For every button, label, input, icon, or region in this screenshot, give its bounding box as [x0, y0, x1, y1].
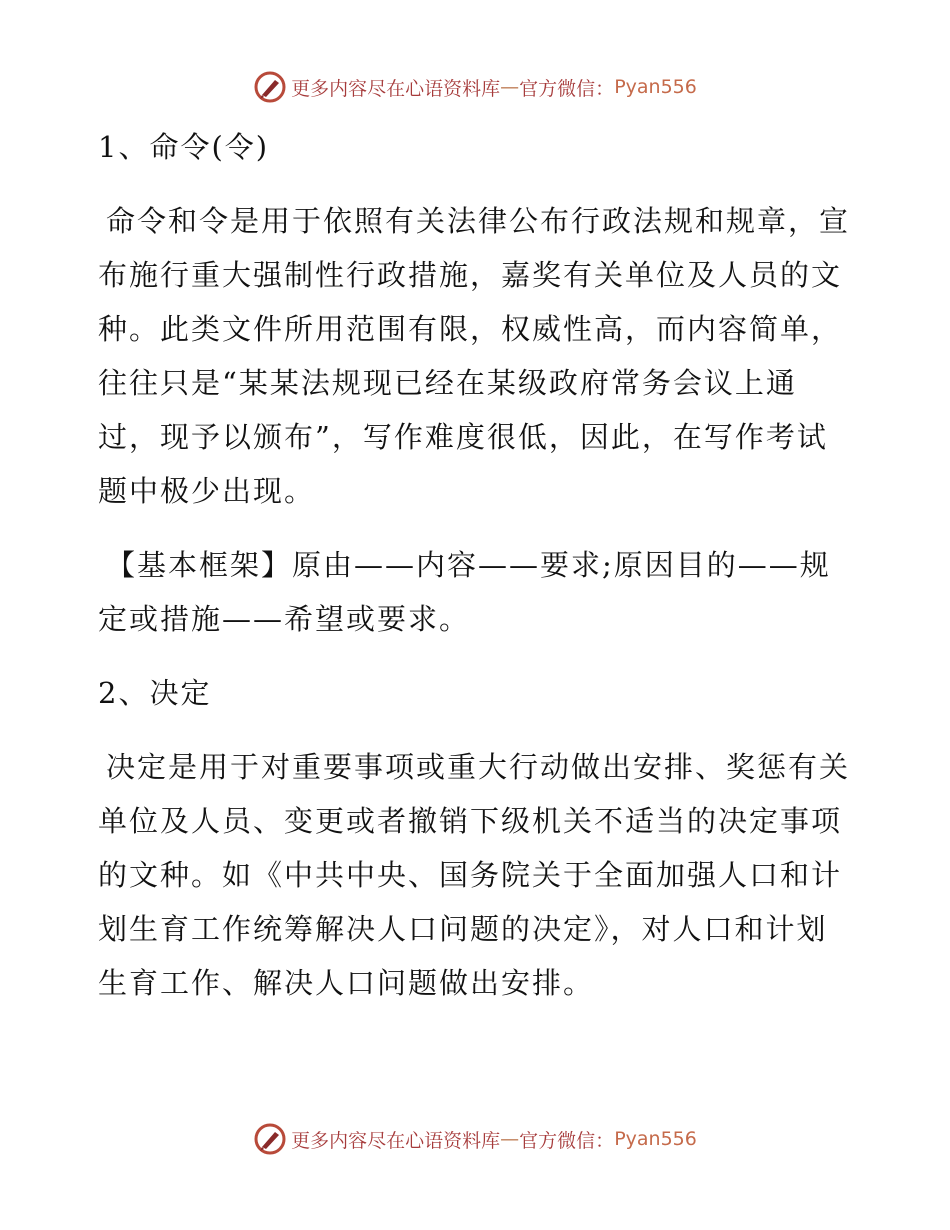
- paragraph: 决定是用于对重要事项或重大行动做出安排、奖惩有关单位及人员、变更或者撤销下级机关不适当的决定事项的文种。如《中共中央、国务院关于全面加强人口和计划生育工作统筹解决人口问题的决定》，对人口和计划生育工作、解决人口问题做出安排。: [98, 750, 851, 1000]
- banner-wechat-label: 官方微信：: [519, 1129, 615, 1152]
- pen-logo-icon: [253, 1122, 287, 1156]
- section-heading: 1、命令(令): [98, 130, 270, 164]
- footer-banner: [0, 1122, 950, 1156]
- header-banner: [0, 70, 950, 104]
- pen-logo-icon: [253, 70, 287, 104]
- banner-text: 更多内容尽在心语资料库: [291, 1129, 501, 1152]
- banner-wechat-id: Pyan556: [614, 76, 697, 98]
- banner-text: 更多内容尽在心语资料库: [291, 77, 501, 100]
- section-heading: 2、决定: [98, 676, 212, 710]
- paragraph: 命令和令是用于依照有关法律公布行政法规和规章，宣布施行重大强制性行政措施，嘉奖有关单位及人员的文种。此类文件所用范围有限，权威性高，而内容简单，往往只是“某某法规现已经在某级政府常务会议上通过，现予以颁布”，写作难度很低，因此，在写作考试题中极少出现。: [98, 204, 851, 508]
- banner-wechat-id: Pyan556: [614, 1128, 697, 1150]
- banner-wechat-label: 官方微信：: [519, 77, 615, 100]
- document-body: [98, 120, 858, 1010]
- banner-separator: —: [500, 76, 520, 98]
- paragraph: 【基本框架】原由——内容——要求;原因目的——规定或措施——希望或要求。: [98, 548, 831, 636]
- banner-separator: —: [500, 1128, 520, 1150]
